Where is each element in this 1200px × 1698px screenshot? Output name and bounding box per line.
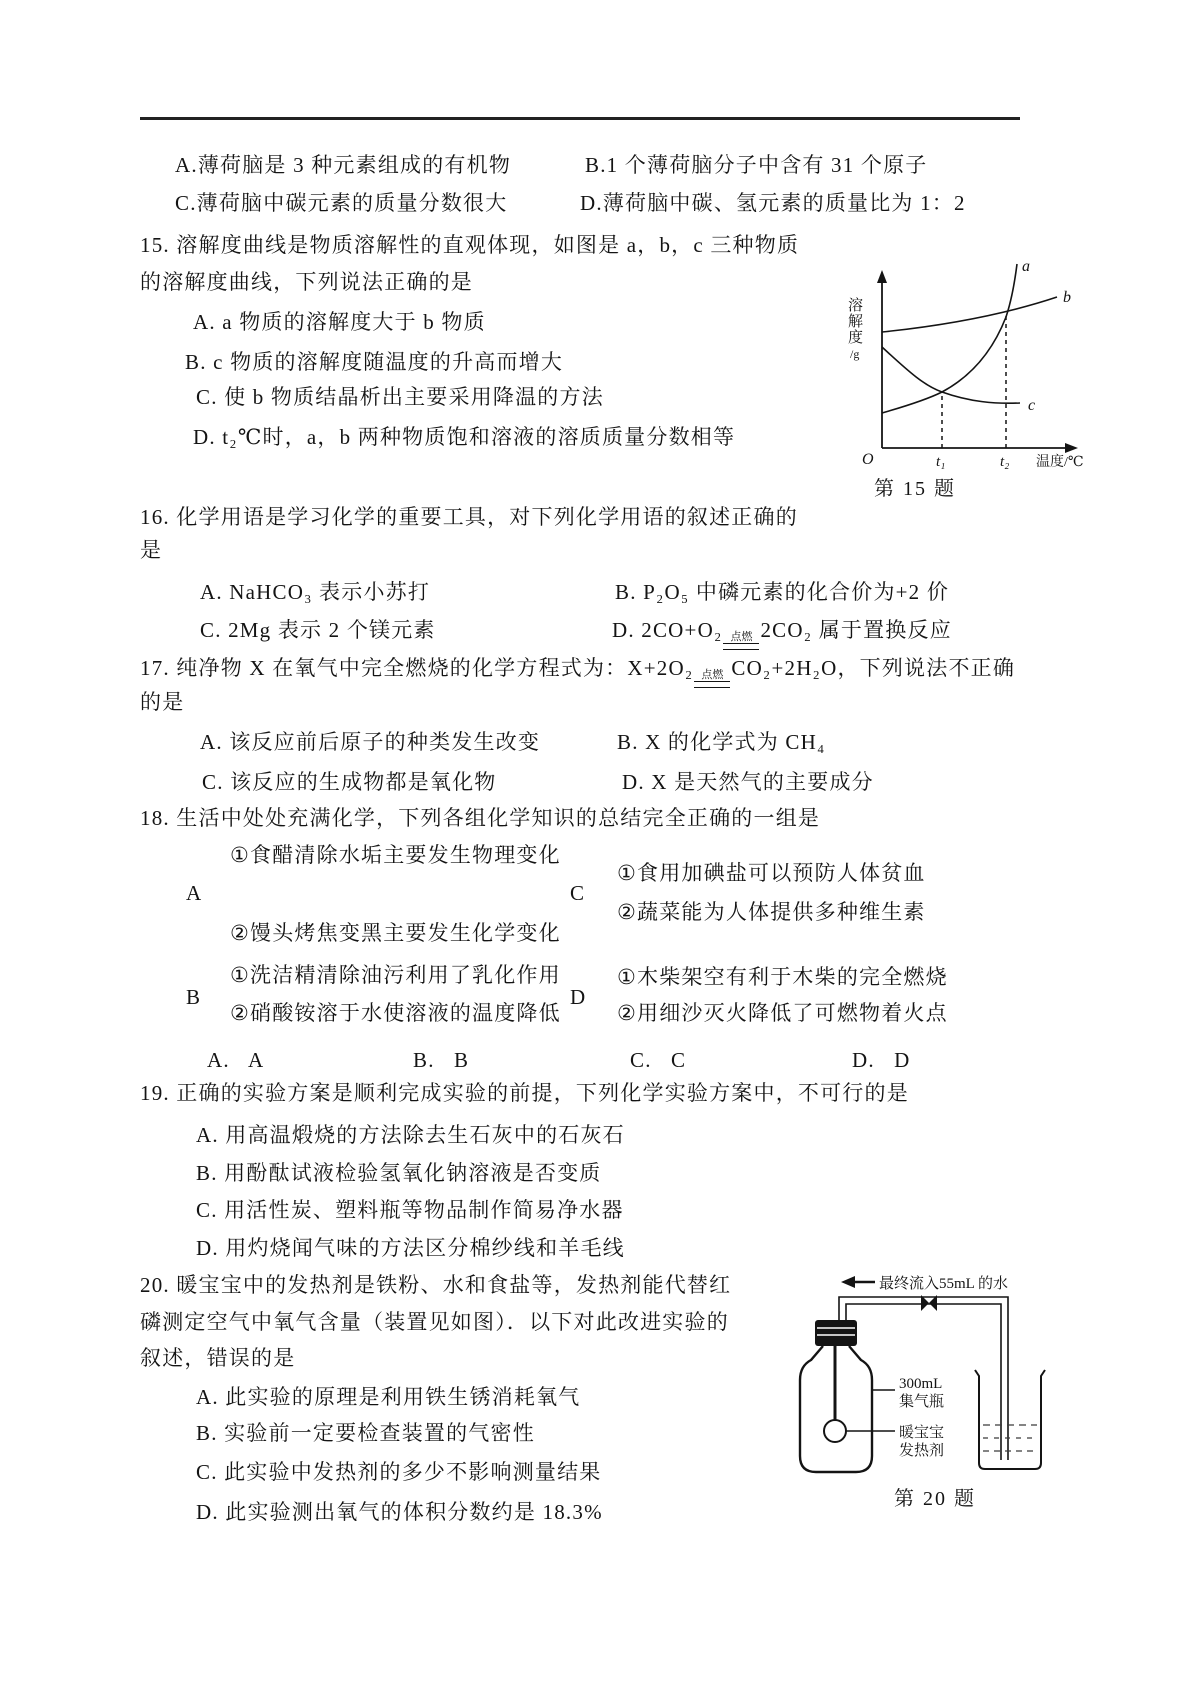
curve-b-label: b — [1063, 289, 1071, 306]
q16-option-a: A. NaHCO₃ 表示小苏打 — [200, 580, 431, 604]
x-axis-arrow-icon — [1065, 443, 1078, 453]
y-axis-arrow-icon — [877, 270, 887, 283]
q15-option-c: C. 使 b 物质结晶析出主要采用降温的方法 — [196, 385, 604, 409]
double-equals — [694, 681, 730, 688]
y-label-char3: 度 — [848, 330, 864, 346]
q16-option-d — [612, 617, 952, 650]
q16-option-d-post: 2CO₂ 属于置换反应 — [760, 618, 952, 642]
y-unit-label: /g — [850, 347, 860, 361]
q16-title-line1: 16. 化学用语是学习化学的重要工具，对下列化学用语的叙述正确的 — [140, 505, 798, 529]
curve-c-label: c — [1028, 397, 1036, 414]
q18-answer-c: C. C — [630, 1048, 687, 1072]
q18-group-b-label: B — [186, 985, 202, 1009]
heater-label-line2: 发热剂 — [899, 1443, 945, 1459]
q15-title-line2: 的溶解度曲线，下列说法正确的是 — [140, 270, 473, 294]
q18-group-b-item1: ①洗洁精清除油污利用了乳化作用 — [230, 963, 561, 987]
flow-label: 最终流入55mL 的水 — [879, 1276, 1009, 1292]
q18-group-c-item2: ②蔬菜能为人体提供多种维生素 — [617, 900, 926, 924]
q15-option-d: D. t₂℃时，a，b 两种物质饱和溶液的溶质质量分数相等 — [193, 425, 736, 449]
q16-option-d-pre: D. 2CO+O₂ — [612, 618, 723, 642]
q17-title-pre: 17. 纯净物 X 在氧气中完全燃烧的化学方程式为：X+2O₂ — [140, 656, 694, 680]
figure15-caption: 第 15 题 — [874, 478, 956, 500]
t1-label: t₁ — [936, 454, 946, 470]
q18-group-d-item2: ②用细沙灭火降低了可燃物着火点 — [617, 1001, 948, 1025]
curve-c — [882, 347, 1020, 403]
q17-title-line2: 的是 — [140, 690, 185, 714]
q14-option-b: B.1 个薄荷脑分子中含有 31 个原子 — [585, 153, 928, 177]
q14-option-c: C.薄荷脑中碳元素的质量分数很大 — [175, 191, 508, 215]
q15-option-b: B. c 物质的溶解度随温度的升高而增大 — [185, 350, 564, 374]
q16-title-line2: 是 — [140, 538, 163, 562]
q17-title-line1 — [140, 655, 1015, 688]
q14-option-d: D.薄荷脑中碳、氢元素的质量比为 1：2 — [580, 191, 966, 215]
bottle-cap — [815, 1320, 857, 1346]
q17-option-a: A. 该反应前后原子的种类发生改变 — [200, 730, 541, 754]
q19-option-b: B. 用酚酞试液检验氢氧化钠溶液是否变质 — [196, 1161, 602, 1185]
figure20-caption: 第 20 题 — [894, 1488, 976, 1510]
bottle-name-label: 集气瓶 — [899, 1394, 945, 1410]
q18-answer-b: B. B — [413, 1048, 470, 1072]
q18-group-a-label: A — [186, 881, 203, 905]
q18-group-a-item2: ②馒头烤焦变黑主要发生化学变化 — [230, 921, 561, 945]
ignition-text: 点燃 — [701, 669, 724, 681]
q18-group-b-item2: ②硝酸铵溶于水使溶液的温度降低 — [230, 1001, 561, 1025]
apparatus-diagram — [795, 1270, 1055, 1480]
q19-title: 19. 正确的实验方案是顺利完成实验的前提，下列化学实验方案中，不可行的是 — [140, 1081, 909, 1105]
q17-option-b: B. X 的化学式为 CH₄ — [617, 730, 826, 754]
bottle-volume-label: 300mL — [899, 1376, 943, 1392]
q19-option-d: D. 用灼烧闻气味的方法区分棉纱线和羊毛线 — [196, 1236, 625, 1260]
q19-option-c: C. 用活性炭、塑料瓶等物品制作简易净水器 — [196, 1198, 624, 1222]
q16-option-b: B. P₂O₅ 中磷元素的化合价为+2 价 — [615, 580, 950, 604]
q18-title: 18. 生活中处处充满化学，下列各组化学知识的总结完全正确的一组是 — [140, 806, 821, 830]
q20-option-a: A. 此实验的原理是利用铁生锈消耗氧气 — [196, 1385, 581, 1409]
top-rule — [140, 117, 1020, 120]
q14-option-a: A.薄荷脑是 3 种元素组成的有机物 — [175, 153, 512, 177]
solubility-chart — [840, 258, 1100, 473]
y-label-char1: 溶 — [848, 298, 864, 314]
q16-option-c: C. 2Mg 表示 2 个镁元素 — [200, 618, 436, 642]
t2-label: t₂ — [1000, 454, 1010, 470]
q20-option-b: B. 实验前一定要检查装置的气密性 — [196, 1421, 535, 1445]
x-axis-label: 温度/℃ — [1036, 455, 1084, 470]
left-arrow-icon — [841, 1276, 855, 1288]
q18-group-a-item1: ①食醋清除水垢主要发生物理变化 — [230, 843, 561, 867]
curve-a-label: a — [1022, 258, 1030, 275]
q18-group-d-item1: ①木柴架空有利于木柴的完全燃烧 — [617, 965, 948, 989]
y-label-char2: 解 — [848, 314, 864, 330]
q20-option-d: D. 此实验测出氧气的体积分数约是 18.3% — [196, 1500, 603, 1524]
q19-option-a: A. 用高温煅烧的方法除去生石灰中的石灰石 — [196, 1123, 625, 1147]
beaker — [975, 1370, 1045, 1469]
q18-group-c-item1: ①食用加碘盐可以预防人体贫血 — [617, 861, 926, 885]
q18-answer-d: D. D — [852, 1048, 911, 1072]
q20-title-line1: 20. 暖宝宝中的发热剂是铁粉、水和食盐等，发热剂能代替红 — [140, 1273, 732, 1297]
ignition-condition — [694, 670, 730, 688]
q18-group-d-label: D — [570, 985, 587, 1009]
heater-ball — [824, 1420, 846, 1442]
q20-option-c: C. 此实验中发热剂的多少不影响测量结果 — [196, 1460, 602, 1484]
ignition-condition — [723, 632, 759, 650]
q17-option-d: D. X 是天然气的主要成分 — [622, 770, 874, 794]
curve-b — [882, 297, 1057, 332]
ignition-text: 点燃 — [730, 631, 753, 643]
q17-option-c: C. 该反应的生成物都是氧化物 — [202, 770, 497, 794]
q20-title-line3: 叙述，错误的是 — [140, 1346, 296, 1370]
q15-title-line1: 15. 溶解度曲线是物质溶解性的直观体现，如图是 a，b，c 三种物质 — [140, 233, 800, 257]
q15-option-a: A. a 物质的溶解度大于 b 物质 — [193, 310, 486, 334]
q20-title-line2: 磷测定空气中氧气含量（装置见如图）．以下对此改进实验的 — [140, 1310, 729, 1334]
q18-group-c-label: C — [570, 881, 586, 905]
curve-a — [882, 264, 1017, 413]
heater-label-line1: 暖宝宝 — [899, 1425, 945, 1441]
double-equals — [723, 643, 759, 650]
origin-label: O — [862, 451, 874, 468]
q18-answer-a: A. A — [207, 1048, 265, 1072]
q17-title-post: CO₂+2H₂O，下列说法不正确 — [731, 656, 1016, 680]
